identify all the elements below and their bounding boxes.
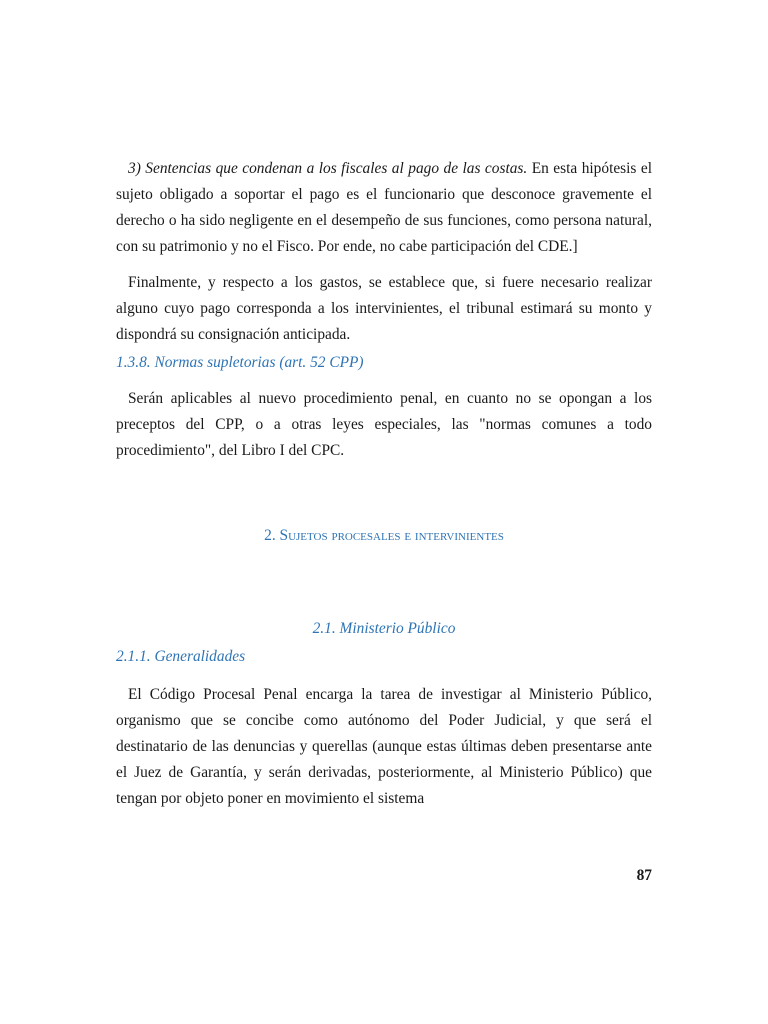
heading-normas-supletorias: 1.3.8. Normas supletorias (art. 52 CPP)	[116, 354, 364, 371]
section-title-sujetos: 2. Sujetos procesales e intervinientes	[264, 527, 504, 544]
paragraph-normas-supletorias: Serán aplicables al nuevo procedimiento penal, en cuanto no se opongan a los preceptos del CPP, o a otras leyes especiales, las "normas comunes a todo procedimiento", del Libro I del CPC.	[116, 390, 652, 459]
heading-ministerio-publico: 2.1. Ministerio Público	[312, 620, 456, 637]
heading-generalidades: 2.1.1. Generalidades	[116, 648, 246, 665]
paragraph-generalidades: El Código Procesal Penal encarga la tarea de investigar al Ministerio Público, organismo que se concibe como autónomo del Poder Judicial, y que será el destinatario de las denuncias y querellas (aunque estas últimas deben presentarse ante el Juez de Garantía, y serán derivadas, posteriormente, al Ministerio Público) que tengan por objeto poner en movimiento el sistema	[116, 686, 652, 807]
paragraph-text: En esta hipótesis el sujeto obligado a soportar el pago es el funcionario que desconoce gravemente el derecho o ha sido negligente en el desempeño de sus funciones, como persona natural, con su patrimonio y no el Fisco. Por ende, no cabe participación del CDE.]	[116, 160, 653, 255]
paragraph-costas	[116, 156, 652, 260]
page-body	[116, 156, 652, 812]
page-number: 87	[636, 867, 652, 884]
paragraph-lead-italic: 3) Sentencias que condenan a los fiscales al pago de las costas.	[128, 160, 528, 177]
paragraph-gastos: Finalmente, y respecto a los gastos, se establece que, si fuere necesario realizar alguno cuyo pago corresponda a los intervinientes, el tribunal estimará su monto y dispondrá su consignación anticipada.	[116, 274, 652, 343]
